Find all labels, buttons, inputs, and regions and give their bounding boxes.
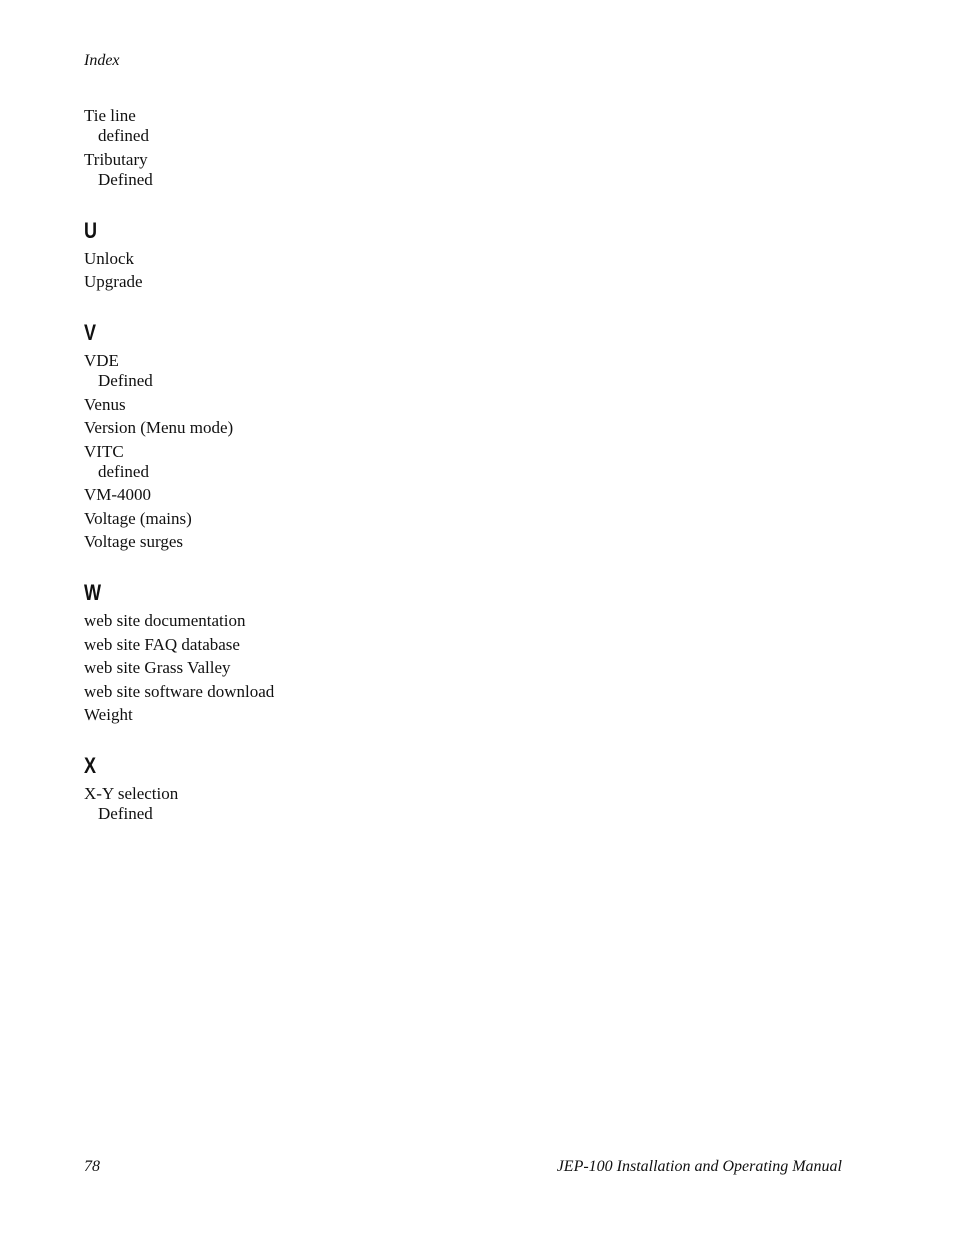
index-entry — [84, 784, 844, 824]
index-entry-term: Tributary — [84, 149, 148, 169]
index-body — [84, 106, 844, 828]
index-entry-term: Venus — [84, 394, 126, 414]
index-group — [84, 320, 844, 552]
page-number: 78 — [84, 1158, 100, 1175]
index-entry-term: Voltage (mains) — [84, 508, 192, 528]
index-entry-subterm: defined — [98, 461, 149, 481]
index-entry-term: Weight — [84, 705, 133, 724]
index-entry-term: Version (Menu mode) — [84, 418, 234, 437]
index-entry — [84, 532, 844, 552]
index-entry — [84, 705, 844, 725]
index-letter-heading: V — [84, 320, 97, 345]
index-entry — [84, 509, 844, 529]
index-entry — [84, 351, 844, 391]
index-letter-heading: X — [84, 753, 97, 778]
index-entry — [84, 272, 844, 292]
index-entry-term: VDE — [84, 351, 119, 370]
index-entry-term: Upgrade — [84, 272, 143, 291]
index-entry — [84, 249, 844, 269]
index-entry-subterm: Defined — [98, 169, 153, 189]
index-entry — [84, 150, 844, 190]
index-entry — [84, 442, 844, 482]
index-group — [84, 218, 844, 293]
manual-title: JEP-100 Installation and Operating Manual — [556, 1158, 842, 1175]
index-entry — [84, 658, 844, 678]
index-entry-subterm: Defined — [98, 804, 153, 823]
index-entry — [84, 635, 844, 655]
index-entry — [84, 106, 844, 146]
index-entry — [84, 611, 844, 631]
index-group — [84, 753, 844, 824]
index-entry-term: VITC — [84, 441, 124, 461]
index-entry-subterm: defined — [98, 126, 149, 145]
index-entry-term: VM-4000 — [84, 485, 152, 504]
index-entry-term: Unlock — [84, 248, 135, 268]
index-entry-term: web site Grass Valley — [84, 658, 231, 677]
index-entry-term: web site FAQ database — [84, 634, 240, 654]
index-entry — [84, 418, 844, 438]
running-head: Index — [84, 52, 120, 69]
index-letter-heading: W — [84, 580, 102, 605]
index-entry — [84, 395, 844, 415]
index-entry-term: web site software download — [84, 681, 275, 701]
index-entry — [84, 485, 844, 505]
index-entry — [84, 682, 844, 702]
index-group — [84, 580, 844, 725]
index-letter-heading: U — [84, 217, 98, 243]
index-entry-subterm: Defined — [98, 371, 153, 390]
index-entry-term: Voltage surges — [84, 532, 184, 551]
index-group — [84, 106, 844, 190]
index-entry-term: Tie line — [84, 106, 136, 125]
index-entry-term: X-Y selection — [84, 784, 179, 803]
index-entry-term: web site documentation — [84, 611, 246, 630]
